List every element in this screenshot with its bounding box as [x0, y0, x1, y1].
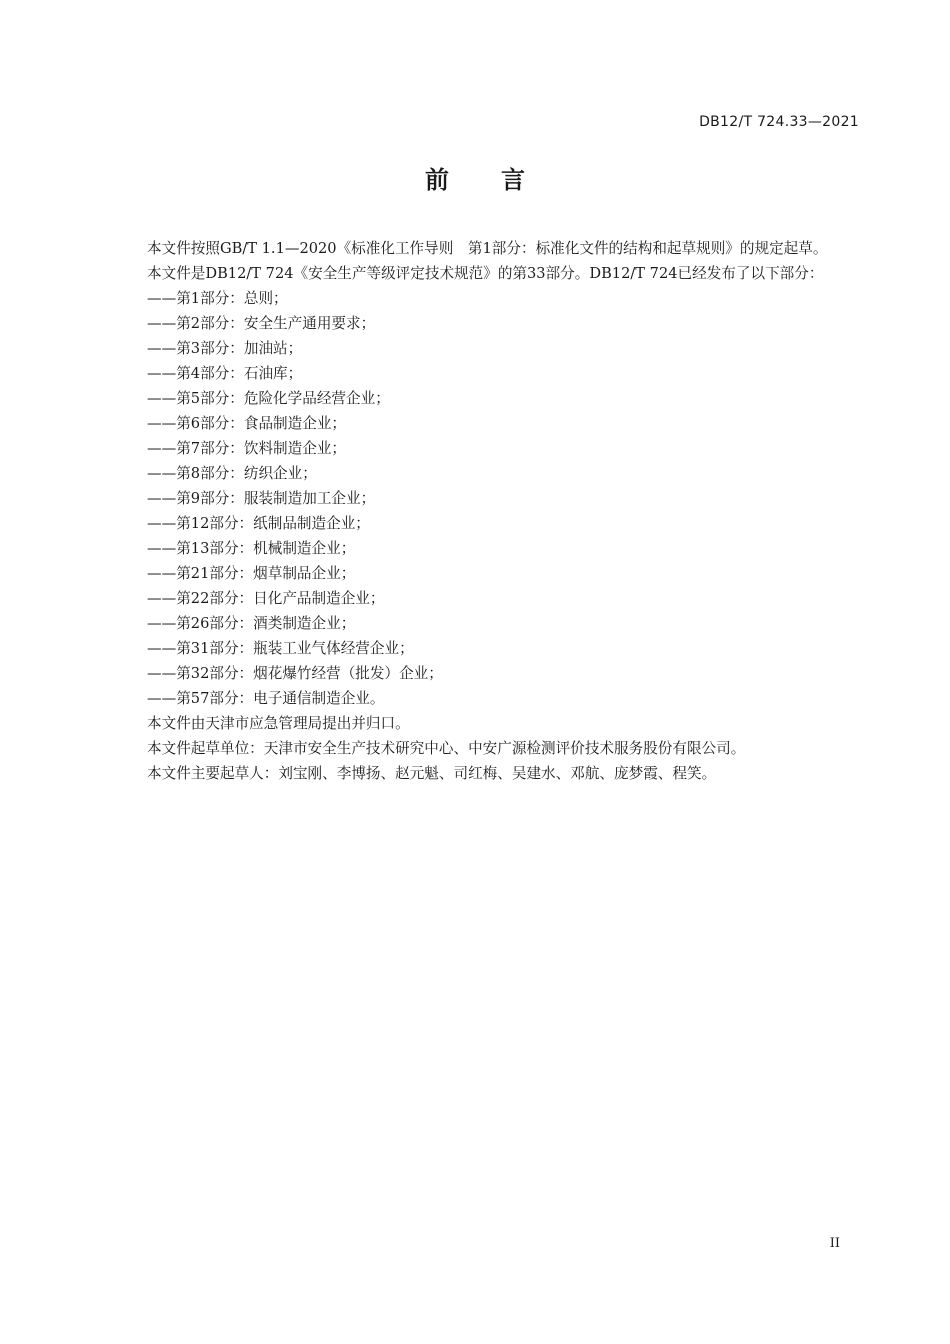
- list-item: ——第21部分：烟草制品企业；: [147, 565, 356, 582]
- list-item: ——第7部分：饮料制造企业；: [147, 440, 347, 457]
- paragraph-proposer: 本文件由天津市应急管理局提出并归口。: [147, 715, 410, 732]
- list-item: ——第8部分：纺织企业；: [147, 465, 317, 482]
- list-item: ——第1部分：总则；: [147, 290, 288, 307]
- document-code: DB12/T 724.33—2021: [699, 114, 859, 130]
- foreword-body: [114, 236, 862, 786]
- list-item: ——第22部分：日化产品制造企业；: [147, 590, 385, 607]
- list-item: ——第26部分：酒类制造企业；: [147, 615, 356, 632]
- list-item: ——第31部分：瓶装工业气体经营企业；: [147, 640, 414, 657]
- list-item: ——第6部分：食品制造企业；: [147, 415, 347, 432]
- list-item: ——第5部分：危险化学品经营企业；: [147, 390, 390, 407]
- list-item: ——第4部分：石油库；: [147, 365, 303, 382]
- paragraph-drafters: 本文件主要起草人：刘宝刚、李博扬、赵元魁、司红梅、吴建水、邓航、庞梦霞、程笑。: [147, 765, 717, 782]
- page-number: II: [829, 1236, 840, 1251]
- list-item: ——第13部分：机械制造企业；: [147, 540, 356, 557]
- list-item: ——第32部分：烟花爆竹经营（批发）企业；: [147, 665, 443, 682]
- list-item: ——第9部分：服装制造加工企业；: [147, 490, 376, 507]
- title-char-1: 前: [425, 166, 449, 194]
- paragraph-drafting-units: 本文件起草单位：天津市安全生产技术研究中心、中安广源检测评价技术服务股份有限公司。: [147, 740, 746, 757]
- list-item: ——第12部分：纸制品制造企业；: [147, 515, 370, 532]
- page-title: [0, 160, 950, 195]
- list-item: ——第3部分：加油站；: [147, 340, 303, 357]
- paragraph-series-intro: 本文件是DB12/T 724《安全生产等级评定技术规范》的第33部分。DB12/T 724已经发布了以下部分：: [147, 265, 824, 282]
- list-item: ——第57部分：电子通信制造企业。: [147, 690, 385, 707]
- paragraph-drafting-rules: 本文件按照GB/T 1.1—2020《标准化工作导则 第1部分：标准化文件的结构和起草规则》的规定起草。: [147, 240, 828, 257]
- title-char-2: 言: [501, 166, 525, 194]
- list-item: ——第2部分：安全生产通用要求；: [147, 315, 376, 332]
- parts-list: [114, 286, 862, 711]
